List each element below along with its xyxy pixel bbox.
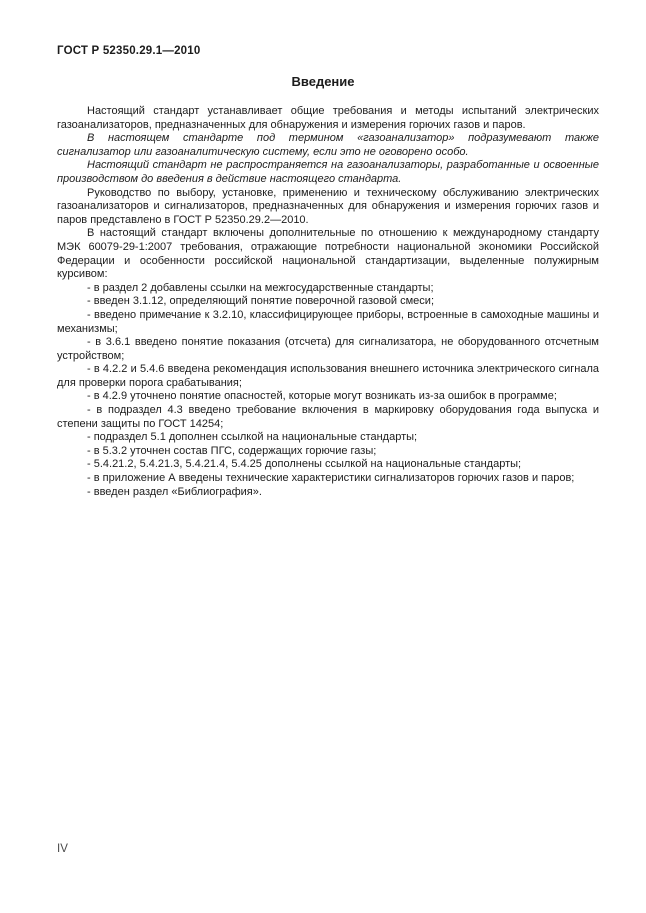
list-item-paragraph: - в раздел 2 добавлены ссылки на межгосударственные стандарты; bbox=[87, 281, 434, 294]
list-item-paragraph: - в подраздел 4.3 введено требование включения в маркировку оборудования года выпуска и степени защиты по ГОСТ 14254; bbox=[57, 404, 599, 430]
document-body bbox=[57, 105, 599, 499]
list-item-paragraph: - подраздел 5.1 дополнен ссылкой на национальные стандарты; bbox=[87, 431, 418, 444]
list-item-paragraph: - в 4.2.2 и 5.4.6 введена рекомендация использования внешнего источника электрического сигнала для проверки порога срабатывания; bbox=[57, 363, 599, 389]
body-paragraph-italic: Настоящий стандарт не распространяется на газоанализаторы, разработанные и освоенные производством до введения в действие настоящего стандарта. bbox=[57, 159, 599, 185]
list-item-paragraph: - введен раздел «Библиография». bbox=[87, 485, 262, 498]
list-item-paragraph: - в приложение А введены технические характеристики сигнализаторов горючих газов и паров; bbox=[87, 472, 575, 485]
list-item-paragraph: - введен 3.1.12, определяющий понятие поверочной газовой смеси; bbox=[87, 295, 434, 308]
body-paragraph: В настоящий стандарт включены дополнительные по отношению к международному стандарту МЭК 60079-29-1:2007 требования, отражающие потребности национальной экономики Российской Федерации и особенности российской национальной стандартизации, выделенные полужирным курсивом: bbox=[57, 227, 599, 281]
document-code: ГОСТ Р 52350.29.1—2010 bbox=[57, 45, 201, 57]
section-title: Введение bbox=[291, 74, 355, 89]
body-paragraph: Настоящий стандарт устанавливает общие требования и методы испытаний электрических газоанализаторов, предназначенных для обнаружения и измерения горючих газов и паров. bbox=[57, 105, 599, 131]
list-item-paragraph: - 5.4.21.2, 5.4.21.3, 5.4.21.4, 5.4.25 дополнены ссылкой на национальные стандарты; bbox=[87, 458, 522, 471]
list-item-paragraph: - введено примечание к 3.2.10, классифицирующее приборы, встроенные в самоходные машины и механизмы; bbox=[57, 308, 599, 335]
body-paragraph: Руководство по выбору, установке, применению и техническому обслуживанию электрических газоанализаторов и сигнализаторов, предназначенных для обнаружения и измерения горючих газов и паров представлено в ГОСТ Р 52350.29.2—2010. bbox=[57, 186, 599, 226]
body-paragraph-italic: В настоящем стандарте под термином «газоанализатор» подразумевают также сигнализатор или газоаналитическую систему, если это не оговорено особо. bbox=[57, 132, 599, 158]
list-item-paragraph: - в 3.6.1 введено понятие показания (отсчета) для сигнализатора, не оборудованного отсчетным устройством; bbox=[57, 336, 599, 362]
page-number: IV bbox=[57, 843, 68, 855]
list-item-paragraph: - в 5.3.2 уточнен состав ПГС, содержащих горючие газы; bbox=[87, 444, 377, 457]
list-item-paragraph: - в 4.2.9 уточнено понятие опасностей, которые могут возникать из-за ошибок в программе; bbox=[87, 390, 557, 403]
